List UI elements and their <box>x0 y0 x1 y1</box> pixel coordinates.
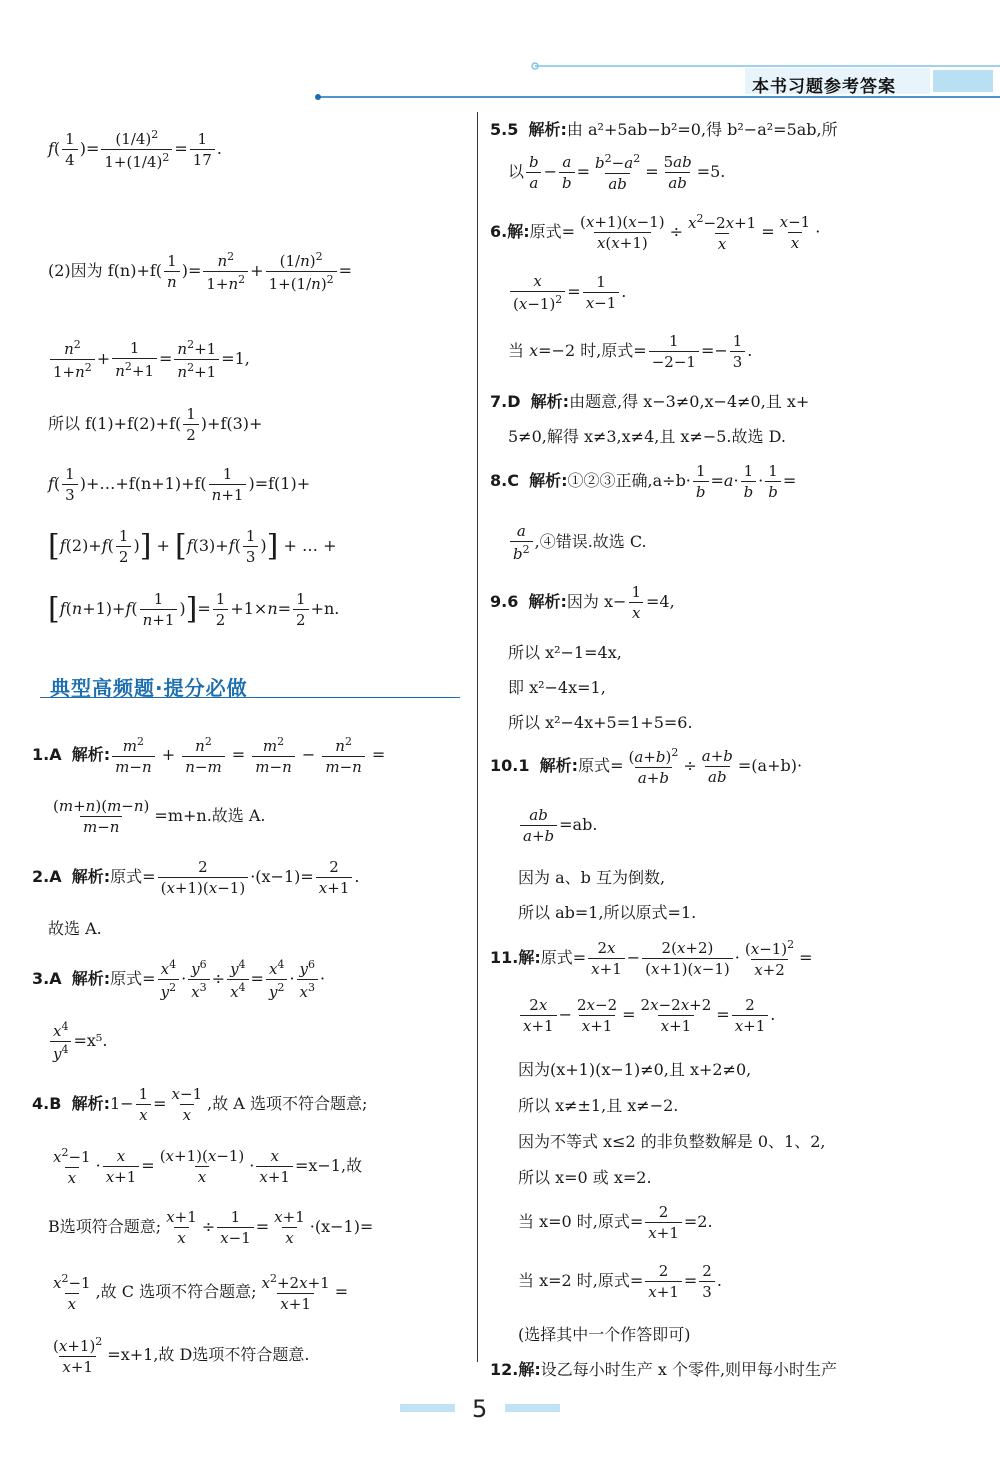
q4-line5: $\frac{(x+1)^2}{x+1}$ =x+1,故 D选项不符合题意. <box>53 1335 310 1376</box>
q11-line5: 因为不等式 x≤2 的非负整数解是 0、1、2, <box>518 1132 826 1151</box>
q12-line1: 12.解:设乙每小时生产 x 个零件,则甲每小时生产 <box>490 1360 838 1379</box>
q5-line2: 以 $\frac{b}{a}$ − $\frac{a}{b}$ = $\frac{b^2-a^2}{ab}$ = $\frac{5ab}{ab}$ =5. <box>508 152 726 193</box>
q7-line2: 5≠0,解得 x≠3,x≠4,且 x≠−5.故选 D. <box>508 427 786 446</box>
q8-line2: $\frac{a}{b^2}$ ,④错误.故选 C. <box>508 522 647 563</box>
q9-line2: 所以 x²−1=4x, <box>508 643 622 662</box>
q11-line8: 当 x=2 时,原式= $\frac{2}{x+1}$ = $\frac{2}{3}$ . <box>518 1262 722 1301</box>
q11-line1: 11.解:原式= $\frac{2x}{x+1}$ − $\frac{2(x+2)}{(x+1)(x-1)}$ · $\frac{(x-1)^2}{x+2}$ = <box>490 938 813 979</box>
q8-line1: 8.C 解析:①②③正确,a÷b· $\frac{1}{b}$ =a· $\frac{1}{b}$ · $\frac{1}{b}$ = <box>490 462 797 501</box>
section-underline <box>40 697 460 698</box>
eq-2-line6: [f(n+1)+f( $\frac{1}{n+1}$ )]= $\frac{1}{2}$ +1×n= $\frac{1}{2}$ +n. <box>48 590 340 629</box>
q1-line2: $\frac{(m+n)(m-n)}{m-n}$ =m+n.故选 A. <box>53 797 266 836</box>
eq-2-line4: f( $\frac{1}{3}$ )+…+f(n+1)+f( $\frac{1}{n+1}$ )=f(1)+ <box>48 465 311 504</box>
column-divider <box>477 112 478 1362</box>
q9-line1: 9.6 解析:因为 x− $\frac{1}{x}$ =4, <box>490 583 675 622</box>
eq-2-line5: [f(2)+f( $\frac{1}{2}$ )] + [f(3)+f( $\frac{1}{3}$ )] + … + <box>48 527 337 566</box>
header-title: 本书习题参考答案 <box>752 77 896 97</box>
q10-line1: 10.1 解析:原式= $\frac{(a+b)^2}{a+b}$ ÷ $\frac{a+b}{ab}$ =(a+b)· <box>490 746 803 787</box>
q7-line1: 7.D 解析:由题意,得 x−3≠0,x−4≠0,且 x+ <box>490 392 810 411</box>
q6-line3: 当 x=−2 时,原式= $\frac{1}{-2-1}$ =− $\frac{1}{3}$ . <box>508 332 753 371</box>
eq-2-line1: (2)因为 f(n)+f( $\frac{1}{n}$ )= $\frac{n^2}{1+n^2}$ + $\frac{(1/n)^2}{1+(1/n)^2}$ = <box>48 250 353 293</box>
q11-line4: 所以 x≠±1,且 x≠−2. <box>518 1096 679 1115</box>
q9-line4: 所以 x²−4x+5=1+5=6. <box>508 713 693 732</box>
q11-line2: $\frac{2x}{x+1}$ − $\frac{2x-2}{x+1}$ = $\frac{2x-2x+2}{x+1}$ = $\frac{2}{x+1}$ . <box>518 996 775 1035</box>
page-number: 5 <box>472 1395 488 1423</box>
q9-line3: 即 x²−4x=1, <box>508 678 606 697</box>
q10-line4: 所以 ab=1,所以原式=1. <box>518 903 697 922</box>
q6-line2: $\frac{x}{(x-1)^2}$ = $\frac{1}{x-1}$ . <box>508 272 626 313</box>
q1-line1: 1.A 解析: $\frac{m^2}{m-n}$ + $\frac{n^2}{n-m}$ = $\frac{m^2}{m-n}$ − $\frac{n^2}{m-n}$ = <box>32 735 386 776</box>
q10-line3: 因为 a、b 互为倒数, <box>518 868 666 887</box>
q4-line1: 4.B 解析:1− $\frac{1}{x}$ = $\frac{x-1}{x}$ ,故 A 选项不符合题意; <box>32 1085 368 1124</box>
eq-f-quarter: f( $\frac{1}{4}$ )= $\frac{(1/4)^2}{1+(1/4)^2}$ = $\frac{1}{17}$ . <box>48 128 222 171</box>
q11-line9: (选择其中一个作答即可) <box>518 1325 691 1344</box>
q11-line6: 所以 x=0 或 x=2. <box>518 1168 652 1187</box>
q10-line2: $\frac{ab}{a+b}$ =ab. <box>518 806 597 845</box>
q4-line2: $\frac{x^2-1}{x}$ · $\frac{x}{x+1}$ = $\frac{(x+1)(x-1)}{x}$ · $\frac{x}{x+1}$ =x−1,故 <box>53 1146 363 1187</box>
q6-line1: 6.解:原式= $\frac{(x+1)(x-1)}{x(x+1)}$ ÷ $\frac{x^2-2x+1}{x}$ = $\frac{x-1}{x}$ · <box>490 212 821 253</box>
eq-2-line3: 所以 f(1)+f(2)+f( $\frac{1}{2}$ )+f(3)+ <box>48 405 263 444</box>
q2-line1: 2.A 解析:原式= $\frac{2}{(x+1)(x-1)}$ ·(x−1)= $\frac{2}{x+1}$ . <box>32 858 360 897</box>
q11-line3: 因为(x+1)(x−1)≠0,且 x+2≠0, <box>518 1060 752 1079</box>
q4-line3: B选项符合题意; $\frac{x+1}{x}$ ÷ $\frac{1}{x-1}$ = $\frac{x+1}{x}$ ·(x−1)= <box>48 1208 374 1247</box>
q4-line4: $\frac{x^2-1}{x}$ ,故 C 选项不符合题意; $\frac{x^2+2x+1}{x+1}$ = <box>53 1272 349 1313</box>
q11-line7: 当 x=0 时,原式= $\frac{2}{x+1}$ =2. <box>518 1203 713 1242</box>
q2-line2: 故选 A. <box>48 919 102 938</box>
q5-line1: 5.5 解析:由 a²+5ab−b²=0,得 b²−a²=5ab,所 <box>490 120 838 139</box>
eq-2-line2: $\frac{n^2}{1+n^2}$ + $\frac{1}{n^2+1}$ = $\frac{n^2+1}{n^2+1}$ =1, <box>48 338 250 381</box>
q3-line2: $\frac{x^4}{y^4}$ =x⁵. <box>48 1020 107 1063</box>
q3-line1: 3.A 解析:原式= $\frac{x^4}{y^2}$ · $\frac{y^6}{x^3}$ ÷ $\frac{y^4}{x^4}$ = $\frac{x^4}{y^2}$ · $\frac{y^6}{x^3}$ · <box>32 958 326 1001</box>
section-title: 典型高频题·提分必做 <box>50 676 248 700</box>
